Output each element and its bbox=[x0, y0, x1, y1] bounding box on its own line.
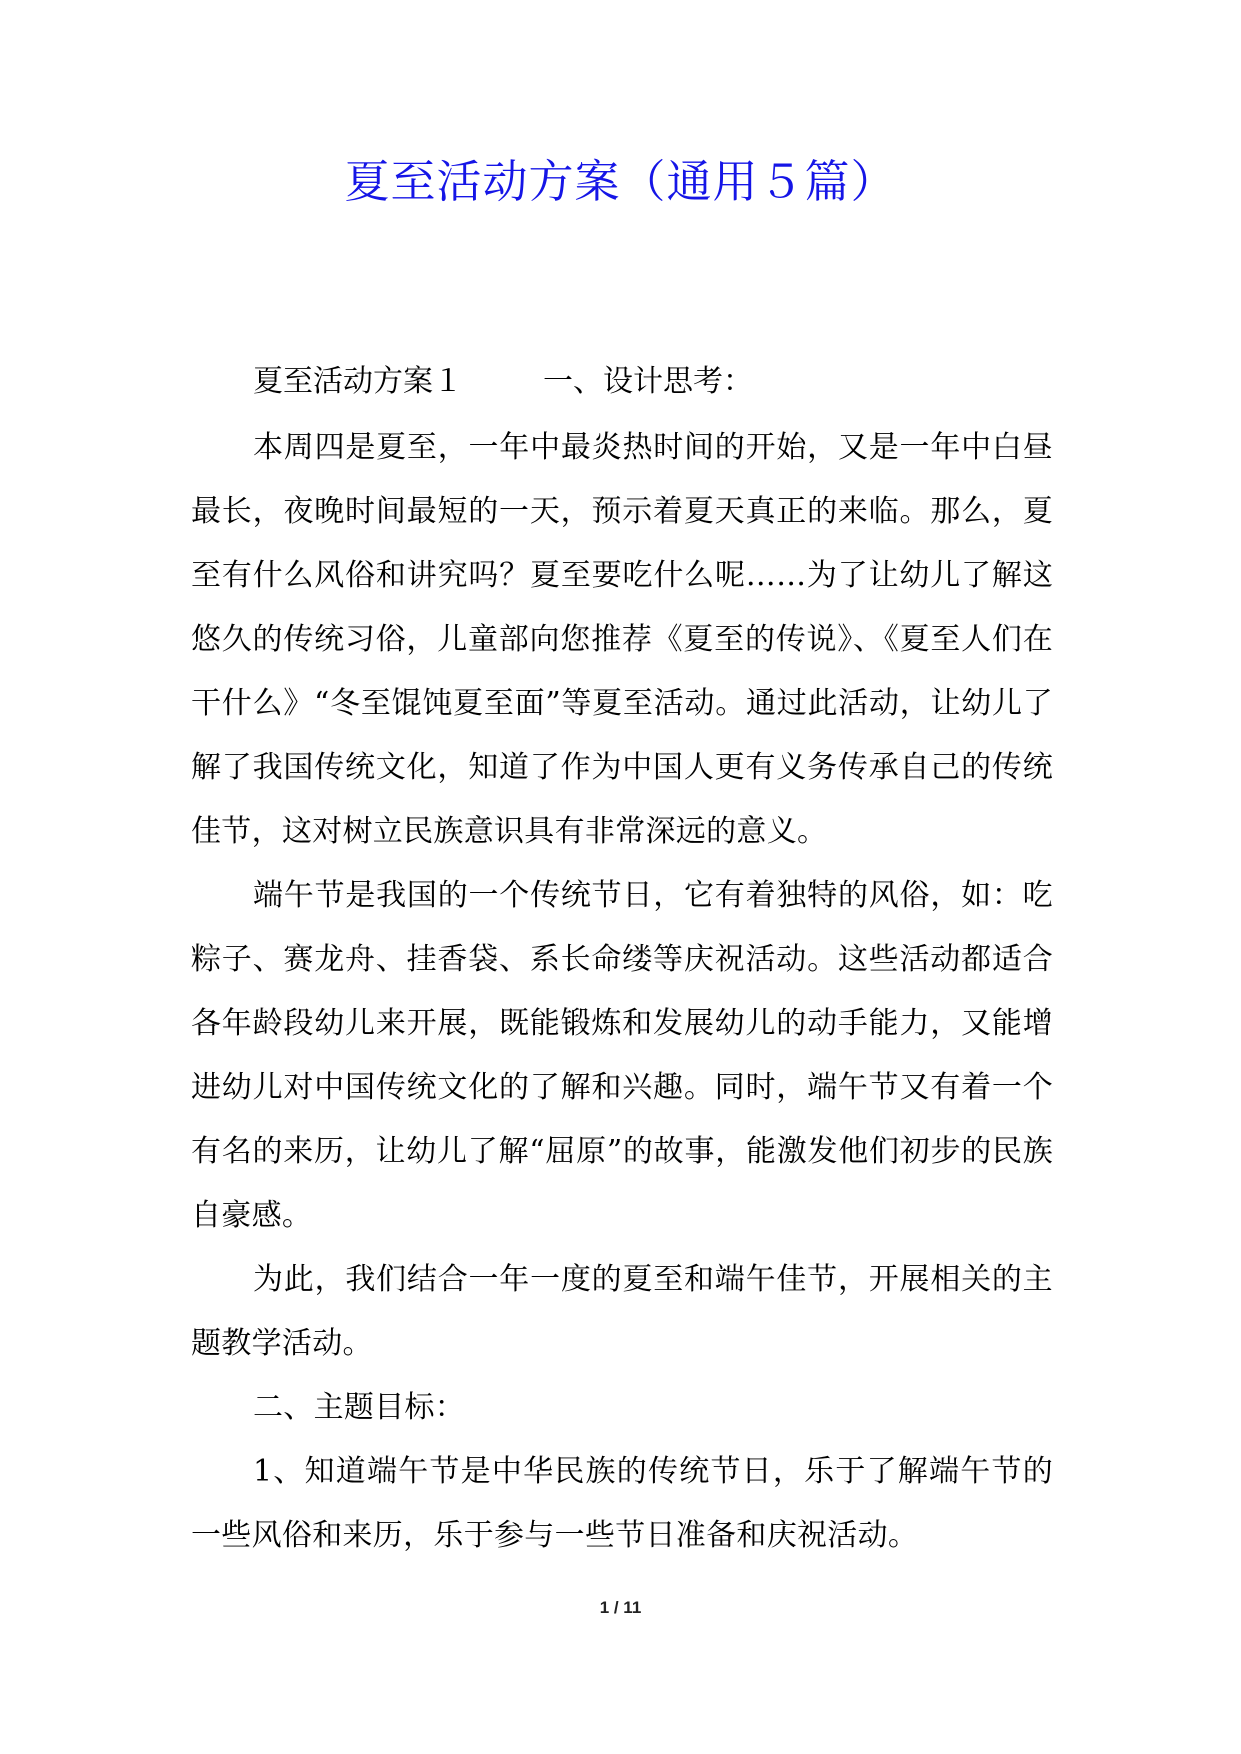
subheading-theme-goals: 二、主题目标： bbox=[253, 1390, 466, 1425]
document-body bbox=[191, 350, 1053, 1568]
section-heading: 夏至活动方案１ bbox=[253, 364, 463, 399]
subheading-design-thinking: 一、设计思考： bbox=[543, 364, 753, 399]
paragraph-dragon-boat-festival: 端午节是我国的一个传统节日，它有着独特的风俗，如：吃粽子、赛龙舟、挂香袋、系长命缕等庆祝活动。这些活动都适合各年龄段幼儿来开展，既能锻炼和发展幼儿的动手能力，又能增进幼儿对中国传统文化的了解和兴趣。同时，端午节又有着一个有名的来历，让幼儿了解“屈原”的故事，能激发他们初步的民族自豪感。 bbox=[191, 878, 1053, 1233]
section-heading-line bbox=[191, 350, 1053, 414]
paragraph-goal-1: 1、知道端午节是中华民族的传统节日，乐于了解端午节的一些风俗和来历，乐于参与一些节日准备和庆祝活动。 bbox=[191, 1454, 1053, 1553]
document-title: 夏至活动方案（通用５篇） bbox=[344, 155, 897, 208]
page-number: 1 / 11 bbox=[599, 1598, 642, 1617]
paragraph-theme-activity: 为此，我们结合一年一度的夏至和端午佳节，开展相关的主题教学活动。 bbox=[191, 1262, 1053, 1361]
paragraph-summer-solstice-intro: 本周四是夏至，一年中最炎热时间的开始，又是一年中白昼最长，夜晚时间最短的一天，预示着夏天真正的来临。那么，夏至有什么风俗和讲究吗？夏至要吃什么呢……为了让幼儿了解这悠久的传统习俗，儿童部向您推荐《夏至的传说》、《夏至人们在干什么》“冬至馄饨夏至面”等夏至活动。通过此活动，让幼儿了解了我国传统文化，知道了作为中国人更有义务传承自己的传统佳节，这对树立民族意识具有非常深远的意义。 bbox=[191, 430, 1053, 849]
